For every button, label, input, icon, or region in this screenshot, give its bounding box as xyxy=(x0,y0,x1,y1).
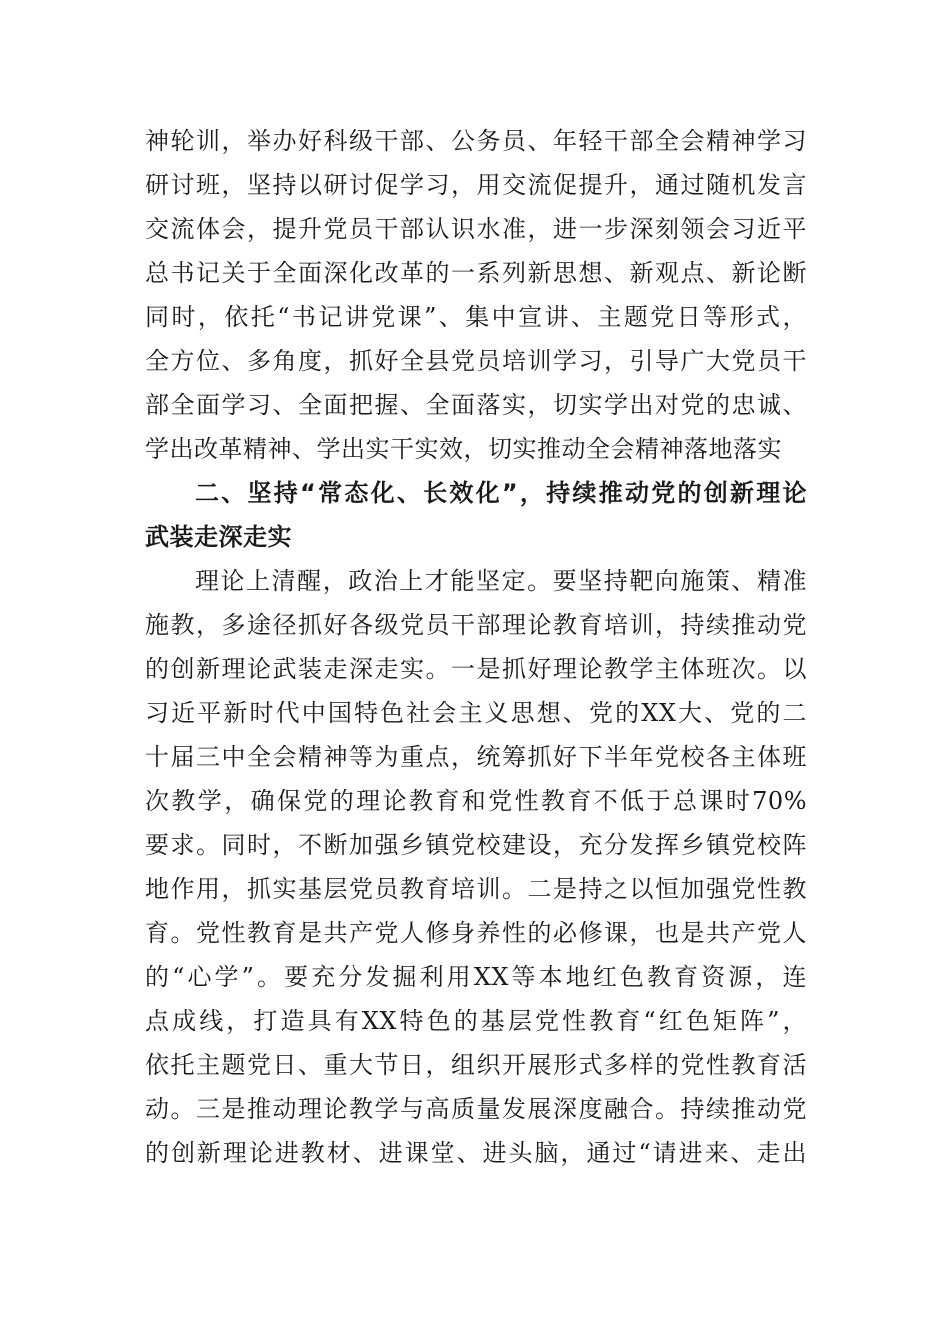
paragraph-2-line: 依托主题党日、重大节日，组织开展形式多样的党性教育活 xyxy=(145,1051,807,1079)
paragraph-2-line: 十届三中全会精神等为重点，统筹抓好下半年党校各主体班 xyxy=(145,743,807,771)
paragraph-2-line: 理论上清醒，政治上才能坚定。要坚持靶向施策、精准 xyxy=(195,567,807,595)
paragraph-2-line: 次教学，确保党的理论教育和党性教育不低于总课时70% xyxy=(145,787,807,815)
paragraph-2-line: 施教，多途径抓好各级党员干部理论教育培训，持续推动党 xyxy=(145,611,807,639)
section-heading-line: 二、坚持“常态化、长效化”，持续推动党的创新理论 xyxy=(195,479,807,507)
paragraph-1-line: 总书记关于全面深化改革的一系列新思想、新观点、新论断 xyxy=(145,259,807,287)
paragraph-1-line: 同时，依托“书记讲党课”、集中宣讲、主题党日等形式， xyxy=(145,303,807,331)
paragraph-2-line: 的创新理论武装走深走实。一是抓好理论教学主体班次。以 xyxy=(145,655,807,683)
paragraph-2-line: 习近平新时代中国特色社会主义思想、党的XX大、党的二 xyxy=(145,699,807,727)
paragraph-2-line: 的创新理论进教材、进课堂、进头脑，通过“请进来、走出 xyxy=(145,1139,807,1167)
paragraph-2-line: 动。三是推动理论教学与高质量发展深度融合。持续推动党 xyxy=(145,1095,807,1123)
paragraph-1-line: 神轮训，举办好科级干部、公务员、年轻干部全会精神学习 xyxy=(145,127,807,155)
paragraph-2-line: 地作用，抓实基层党员教育培训。二是持之以恒加强党性教 xyxy=(145,875,807,903)
paragraph-2-line: 育。党性教育是共产党人修身养性的必修课，也是共产党人 xyxy=(145,919,807,947)
paragraph-1-line: 学出改革精神、学出实干实效，切实推动全会精神落地落实 xyxy=(145,435,782,463)
paragraph-1-line: 全方位、多角度，抓好全县党员培训学习，引导广大党员干 xyxy=(145,347,807,375)
paragraph-1-line: 交流体会，提升党员干部认识水准，进一步深刻领会习近平 xyxy=(145,215,807,243)
section-heading-line: 武装走深走实 xyxy=(145,523,292,551)
paragraph-1-line: 研讨班，坚持以研讨促学习，用交流促提升，通过随机发言 xyxy=(145,171,807,199)
paragraph-1-line: 部全面学习、全面把握、全面落实，切实学出对党的忠诚、 xyxy=(145,391,807,419)
paragraph-2-line: 的“心学”。要充分发掘利用XX等本地红色教育资源，连 xyxy=(145,963,807,991)
paragraph-2-line: 要求。同时，不断加强乡镇党校建设，充分发挥乡镇党校阵 xyxy=(145,831,807,859)
paragraph-2-line: 点成线，打造具有XX特色的基层党性教育“红色矩阵”， xyxy=(145,1007,807,1035)
